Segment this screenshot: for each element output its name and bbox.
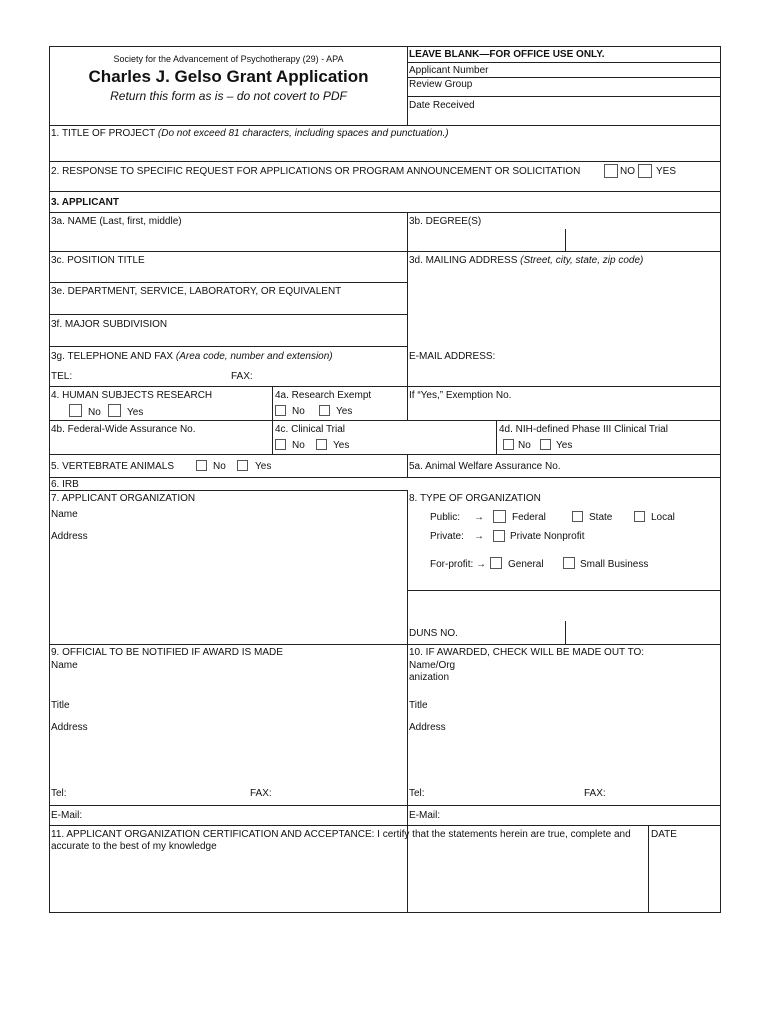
- organization-name-label: Name: [51, 509, 78, 520]
- clinical-trial-no-checkbox[interactable]: [275, 439, 286, 450]
- mailing-address-label: [409, 255, 643, 267]
- frame-right: [720, 46, 721, 913]
- applicant-heading: 3. APPLICANT: [51, 197, 119, 208]
- private-nonprofit-checkbox[interactable]: [493, 530, 505, 542]
- vertebrate-yes-label: Yes: [255, 461, 272, 472]
- col-divider: [407, 386, 408, 420]
- office-heading: LEAVE BLANK—FOR OFFICE USE ONLY.: [409, 49, 605, 60]
- project-title-label-text: 1. TITLE OF PROJECT: [51, 128, 156, 139]
- human-subjects-label: 4. HUMAN SUBJECTS RESEARCH: [51, 390, 213, 401]
- official-address-label: Address: [51, 722, 88, 733]
- tel-label: TEL:: [51, 371, 73, 382]
- payee-tel-label: Tel:: [409, 788, 425, 799]
- vertebrate-yes-checkbox[interactable]: [237, 460, 248, 471]
- row-line: [49, 490, 407, 491]
- applicant-organization-label: 7. APPLICANT ORGANIZATION: [51, 493, 196, 504]
- arrow-right-icon: →: [474, 531, 484, 542]
- vertebrate-no-label: No: [213, 461, 226, 472]
- row-line: [49, 454, 721, 455]
- local-label: Local: [651, 512, 675, 523]
- response-label: 2. RESPONSE TO SPECIFIC REQUEST FOR APPLICATIONS OR PROGRAM ANNOUNCEMENT OR SOLICITATION: [51, 166, 581, 177]
- general-checkbox[interactable]: [490, 557, 502, 569]
- research-exempt-no-checkbox[interactable]: [275, 405, 286, 416]
- mailing-address-note: (Street, city, state, zip code): [520, 255, 644, 266]
- small-business-label: Small Business: [580, 559, 649, 570]
- email-label: E-MAIL ADDRESS:: [409, 351, 496, 362]
- form-subtitle: Return this form as is – do not covert to PDF: [110, 89, 347, 103]
- payee-name-label-line1: Name/Org: [409, 660, 456, 671]
- public-label: Public:: [430, 512, 461, 523]
- research-exempt-label: 4a. Research Exempt: [275, 390, 372, 401]
- research-exempt-no-label: No: [292, 406, 305, 417]
- duns-label: DUNS NO.: [409, 628, 458, 639]
- vertebrate-animals-label: 5. VERTEBRATE ANIMALS: [51, 461, 175, 472]
- date-divider: [648, 825, 649, 912]
- official-tel-label: Tel:: [51, 788, 67, 799]
- research-exempt-yes-checkbox[interactable]: [319, 405, 330, 416]
- duns-divider: [565, 621, 566, 644]
- phase-three-no-label: No: [518, 440, 531, 451]
- row-line: [49, 805, 721, 806]
- office-line: [407, 62, 720, 63]
- row-line: [49, 477, 721, 478]
- federal-label: Federal: [512, 512, 546, 523]
- clinical-trial-no-label: No: [292, 440, 305, 451]
- official-notified-label: 9. OFFICIAL TO BE NOTIFIED IF AWARD IS MADE: [51, 647, 283, 658]
- official-email-label: E-Mail:: [51, 810, 83, 821]
- human-subjects-yes-checkbox[interactable]: [108, 404, 121, 417]
- federal-checkbox[interactable]: [493, 510, 506, 523]
- office-box-divider: [407, 46, 408, 126]
- research-exempt-yes-label: Yes: [336, 406, 353, 417]
- review-group-label: Review Group: [409, 79, 473, 90]
- organization-address-label: Address: [51, 531, 88, 542]
- response-yes-checkbox[interactable]: [638, 164, 652, 178]
- local-checkbox[interactable]: [634, 511, 645, 522]
- certification-text-line1: 11. APPLICANT ORGANIZATION CERTIFICATION AND ACCEPTANCE: I certify that the statements herein are true, complete and: [51, 829, 631, 840]
- arrow-right-icon: →: [476, 559, 486, 570]
- fax-label: FAX:: [231, 371, 253, 382]
- row-line: [49, 212, 721, 213]
- row-line: [49, 282, 407, 283]
- payee-name-label-line2: anization: [409, 672, 450, 683]
- payee-fax-label: FAX:: [584, 788, 606, 799]
- project-title-note: (Do not exceed 81 characters, including spaces and punctuation.): [157, 128, 449, 139]
- row-line: [49, 825, 721, 826]
- irb-label: 6. IRB: [51, 479, 79, 490]
- row-line: [49, 314, 407, 315]
- applicant-number-label: Applicant Number: [409, 65, 489, 76]
- clinical-trial-yes-checkbox[interactable]: [316, 439, 327, 450]
- official-fax-label: FAX:: [250, 788, 272, 799]
- phase-three-trial-label: 4d. NIH-defined Phase III Clinical Trial: [499, 424, 668, 435]
- clinical-trial-yes-label: Yes: [333, 440, 350, 451]
- row-line: [49, 644, 721, 645]
- row-line: [49, 125, 721, 126]
- row-line: [49, 420, 721, 421]
- private-nonprofit-label: Private Nonprofit: [510, 531, 585, 542]
- degrees-label: 3b. DEGREE(S): [409, 216, 482, 227]
- row-line: [49, 251, 721, 252]
- federal-wide-assurance-label: 4b. Federal-Wide Assurance No.: [51, 424, 196, 435]
- form-title: Charles J. Gelso Grant Application: [88, 67, 369, 86]
- vertebrate-no-checkbox[interactable]: [196, 460, 207, 471]
- general-label: General: [508, 559, 544, 570]
- position-title-label: 3c. POSITION TITLE: [51, 255, 145, 266]
- date-received-label: Date Received: [409, 100, 475, 111]
- society-name: Society for the Advancement of Psychotherapy (29) - APA: [113, 54, 344, 64]
- department-label: 3e. DEPARTMENT, SERVICE, LABORATORY, OR EQUIVALENT: [51, 286, 342, 297]
- col-divider: [407, 212, 408, 387]
- telephone-fax-label: [51, 351, 333, 363]
- telephone-fax-text: 3g. TELEPHONE AND FAX: [51, 351, 174, 362]
- frame-top: [49, 46, 721, 47]
- official-name-label: Name: [51, 660, 78, 671]
- certification-date-label: DATE: [651, 829, 677, 840]
- frame-bottom: [49, 912, 721, 913]
- certification-text-line2: accurate to the best of my knowledge: [51, 841, 217, 852]
- human-subjects-yes-label: Yes: [127, 407, 144, 418]
- animal-welfare-label: 5a. Animal Welfare Assurance No.: [409, 461, 561, 472]
- degrees-divider: [565, 229, 566, 251]
- payee-title-label: Title: [409, 700, 428, 711]
- arrow-right-icon: →: [474, 512, 484, 523]
- response-no-checkbox[interactable]: [604, 164, 618, 178]
- state-label: State: [589, 512, 613, 523]
- response-yes-label: YES: [656, 166, 677, 177]
- check-payee-label: 10. IF AWARDED, CHECK WILL BE MADE OUT TO:: [409, 647, 645, 658]
- row-line: [49, 346, 407, 347]
- row-line: [49, 386, 721, 387]
- row-line: [49, 161, 721, 162]
- row-line: [407, 590, 721, 591]
- small-business-checkbox[interactable]: [563, 557, 575, 569]
- mailing-address-text: 3d. MAILING ADDRESS: [409, 255, 518, 266]
- col-divider: [407, 454, 408, 477]
- phase-three-yes-checkbox[interactable]: [540, 439, 551, 450]
- frame-left: [49, 46, 50, 913]
- office-line: [407, 96, 720, 97]
- col-divider: [407, 490, 408, 912]
- response-no-label: NO: [620, 166, 635, 177]
- phase-three-no-checkbox[interactable]: [503, 439, 514, 450]
- private-label: Private:: [430, 531, 464, 542]
- state-checkbox[interactable]: [572, 511, 583, 522]
- office-line: [407, 77, 720, 78]
- payee-address-label: Address: [409, 722, 446, 733]
- exemption-number-label: If “Yes,” Exemption No.: [409, 390, 512, 401]
- name-label: 3a. NAME (Last, first, middle): [51, 216, 182, 227]
- human-subjects-no-checkbox[interactable]: [69, 404, 82, 417]
- phase-three-yes-label: Yes: [556, 440, 573, 451]
- forprofit-label: For-profit:: [430, 559, 474, 570]
- human-subjects-no-label: No: [88, 407, 101, 418]
- major-subdivision-label: 3f. MAJOR SUBDIVISION: [51, 319, 168, 330]
- col-divider: [496, 420, 497, 454]
- project-title-label: [51, 128, 449, 140]
- telephone-fax-note: (Area code, number and extension): [175, 351, 333, 362]
- row-line: [49, 191, 721, 192]
- clinical-trial-label: 4c. Clinical Trial: [275, 424, 346, 435]
- payee-email-label: E-Mail:: [409, 810, 441, 821]
- organization-type-label: 8. TYPE OF ORGANIZATION: [409, 493, 541, 504]
- official-title-label: Title: [51, 700, 70, 711]
